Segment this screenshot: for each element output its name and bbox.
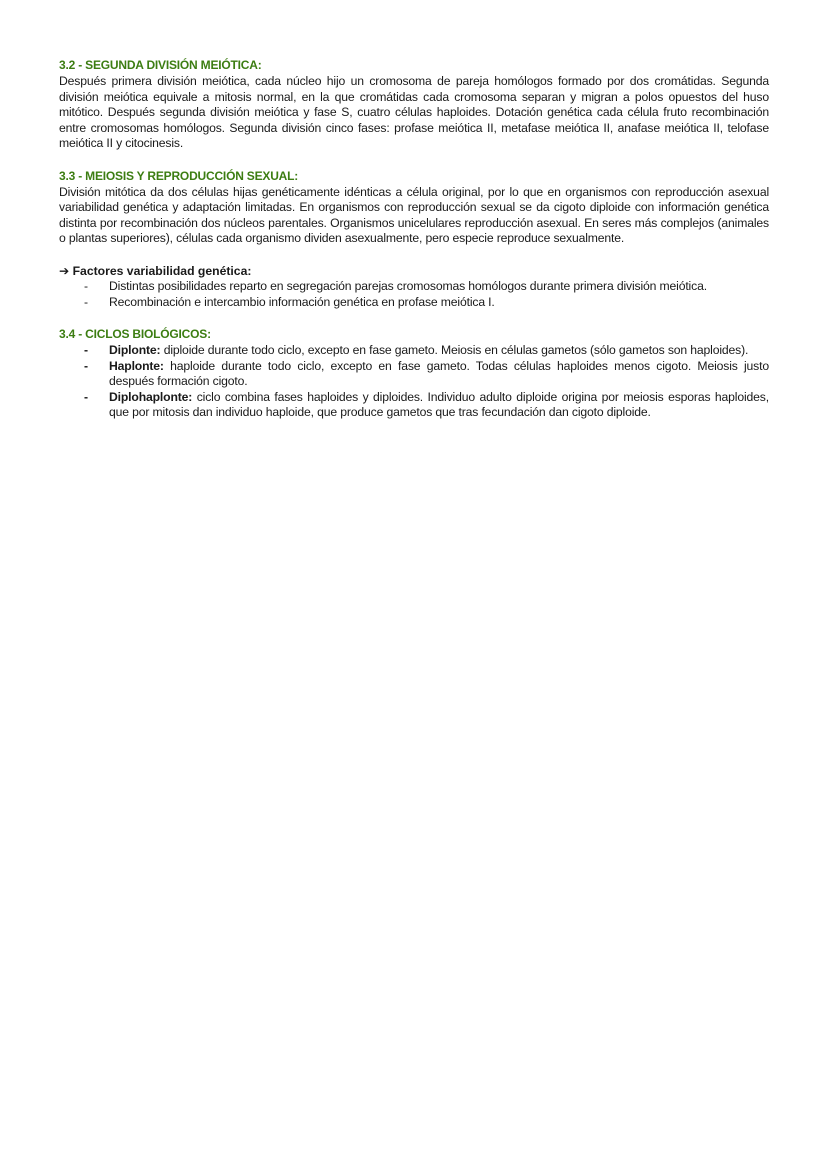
term-definition: haploide durante todo ciclo, excepto en fase gameto. Todas células haploides menos cigoto. Meiosis justo después formación cigoto. <box>109 358 769 388</box>
bullet-dash: - <box>84 358 88 373</box>
list-item <box>59 279 769 295</box>
bullet-dash: - <box>84 343 88 357</box>
section-segunda-division-meiotica <box>59 58 769 152</box>
bullet-list <box>59 343 769 421</box>
section-factores-variabilidad <box>59 264 769 311</box>
document-page <box>59 58 769 438</box>
term-definition: ciclo combina fases haploides y diploides. Individuo adulto diploide origina por meiosis esporas haploides, que por mitosis dan individuo haploide, que produce gametos que tras fecundación dan cigoto diploide. <box>109 389 769 419</box>
bullet-dash: - <box>84 279 88 293</box>
bullet-dash: - <box>84 294 88 309</box>
list-item-text: Recombinación e intercambio información genética en profase meiótica I. <box>109 294 495 309</box>
bullet-list <box>59 279 769 310</box>
list-item <box>59 390 769 421</box>
term-label: Haplonte: <box>109 358 164 373</box>
term-label: Diplohaplonte: <box>109 389 193 404</box>
section-meiosis-reproduccion-sexual <box>59 169 769 247</box>
list-item <box>59 343 769 359</box>
list-item-text: Distintas posibilidades reparto en segregación parejas cromosomas homólogos durante primera división meiótica. <box>109 279 707 293</box>
section-title: 3.3 - MEIOSIS Y REPRODUCCIÓN SEXUAL: <box>59 168 299 183</box>
section-ciclos-biologicos <box>59 327 769 421</box>
section-paragraph: División mitótica da dos células hijas genéticamente idénticas a célula original, por lo que en organismos con reproducción asexual variabilidad genética y adaptación limitadas. En organismos con reproducción sexual se da cigoto diploide con información genética distinta por recombinación dos núcleos parentales. Organismos unicelulares reproducción asexual. En seres más complejos (animales o plantas superiores), células cada organismo dividen asexualmente, pero especie reproduce sexualmente. <box>59 184 769 245</box>
subheading: ➔ Factores variabilidad genética: <box>59 263 252 278</box>
term-definition: diploide durante todo ciclo, excepto en fase gameto. Meiosis en células gametos (sólo gametos son haploides). <box>160 343 749 357</box>
section-title: 3.2 - SEGUNDA DIVISIÓN MEIÓTICA: <box>59 58 262 72</box>
list-item <box>59 295 769 311</box>
section-title: 3.4 - CICLOS BIOLÓGICOS: <box>59 327 211 341</box>
term-label: Diplonte: <box>109 343 161 357</box>
list-item <box>59 359 769 390</box>
section-paragraph: Después primera división meiótica, cada núcleo hijo un cromosoma de pareja homólogos formado por dos cromátidas. Segunda división meiótica equivale a mitosis normal, en la que cromátidas cada cromosoma separan y migran a polos opuestos del huso mitótico. Después segunda división meiótica y fase S, cuatro células haploides. Dotación genética cada célula fruto recombinación entre cromosomas homólogos. Segunda división cinco fases: profase meiótica II, metafase meiótica II, anafase meiótica II, telofase meiótica II y citocinesis. <box>59 74 769 150</box>
bullet-dash: - <box>84 389 88 404</box>
